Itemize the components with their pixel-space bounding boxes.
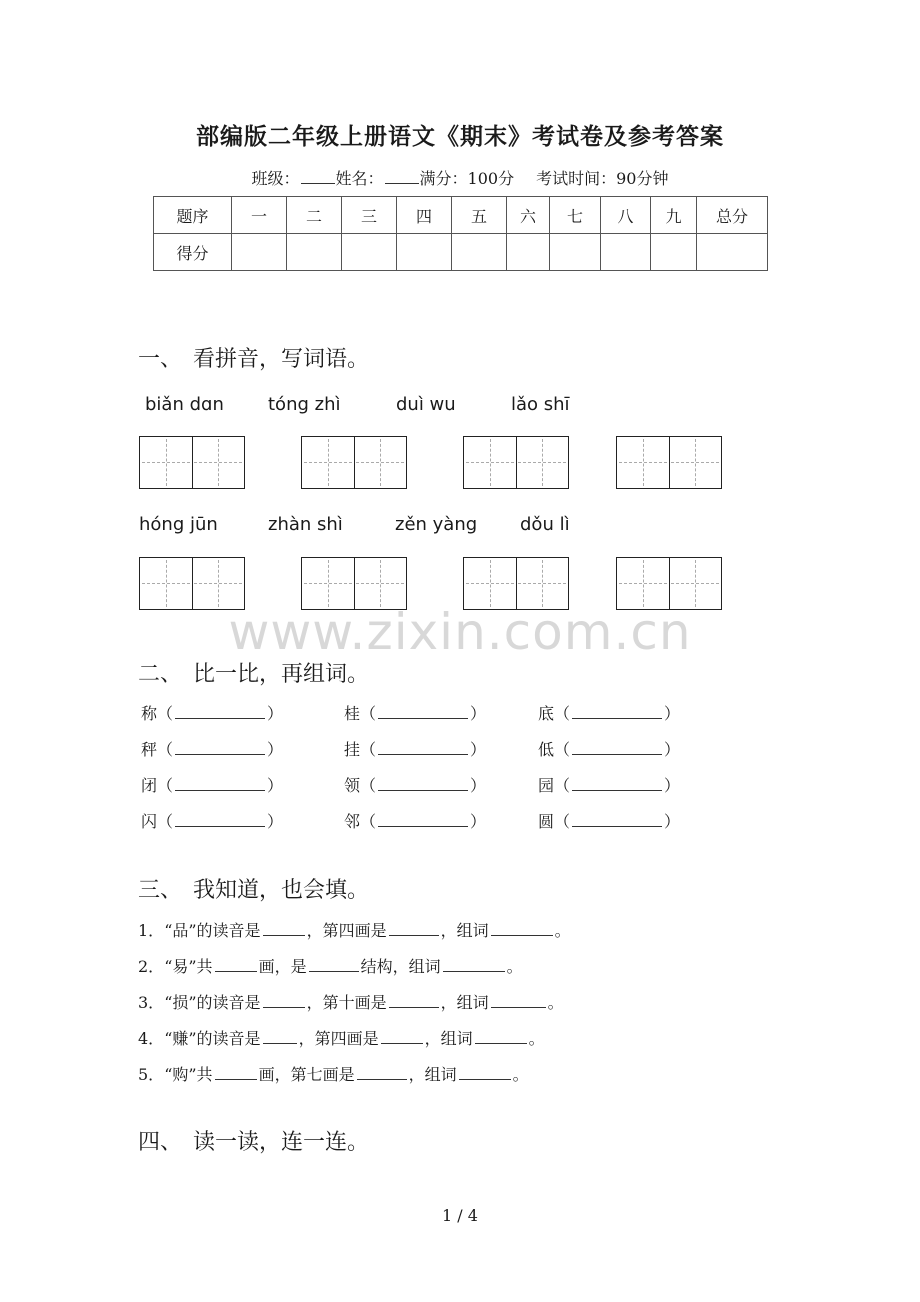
answer-blank[interactable]	[357, 1065, 407, 1080]
compare-char: 秤	[141, 740, 158, 759]
question-text: 结构，组词	[360, 957, 441, 976]
header-cell: 七	[550, 197, 601, 234]
question-1	[138, 918, 571, 941]
question-text: “购”共	[164, 1065, 213, 1084]
question-text: ，组词	[424, 1029, 473, 1048]
question-text: “品”的读音是	[164, 921, 261, 940]
question-2	[138, 954, 523, 977]
section2-heading: 二、 比一比，再组词。	[138, 662, 370, 687]
paren: ）	[267, 704, 284, 723]
paren: ）	[267, 776, 284, 795]
compare-item	[344, 737, 486, 760]
paren: （	[554, 776, 571, 795]
score-cell[interactable]	[697, 234, 768, 271]
paren: （	[360, 776, 377, 795]
score-table-row	[154, 234, 768, 271]
class-blank[interactable]	[301, 169, 335, 184]
answer-blank[interactable]	[572, 704, 662, 719]
compare-item	[344, 701, 486, 724]
answer-blank[interactable]	[215, 957, 257, 972]
question-text: ，第四画是	[306, 921, 387, 940]
compare-char: 领	[344, 776, 361, 795]
paren: ）	[470, 812, 487, 831]
paren: （	[554, 704, 571, 723]
full-score: 满分：100分	[419, 169, 515, 188]
compare-item	[141, 737, 283, 760]
section1-heading: 一、 看拼音，写词语。	[138, 347, 370, 372]
question-text: “损”的读音是	[164, 993, 261, 1012]
question-5	[138, 1062, 529, 1085]
answer-blank[interactable]	[263, 993, 305, 1008]
header-cell: 一	[232, 197, 287, 234]
watermark: www.zixin.com.cn	[228, 603, 692, 661]
question-number: 3．	[138, 993, 165, 1012]
row-label: 得分	[154, 234, 232, 271]
question-4	[138, 1026, 545, 1049]
compare-item	[538, 773, 680, 796]
paren: ）	[664, 740, 681, 759]
question-text: 。	[554, 921, 571, 940]
compare-char: 挂	[344, 740, 361, 759]
compare-char: 称	[141, 704, 158, 723]
pinyin-label: dǒu lì	[520, 514, 570, 535]
writing-grid[interactable]	[463, 436, 569, 489]
score-cell[interactable]	[397, 234, 452, 271]
question-number: 1．	[138, 921, 165, 940]
page-title: 部编版二年级上册语文《期末》考试卷及参考答案	[196, 123, 724, 150]
section3-heading: 三、 我知道，也会填。	[138, 878, 370, 903]
class-label: 班级：	[251, 169, 300, 188]
paren: ）	[664, 812, 681, 831]
compare-char: 桂	[344, 704, 361, 723]
answer-blank[interactable]	[378, 740, 468, 755]
score-cell[interactable]	[651, 234, 697, 271]
compare-char: 底	[538, 704, 555, 723]
compare-char: 圆	[538, 812, 555, 831]
compare-item	[141, 809, 283, 832]
compare-item	[141, 773, 283, 796]
answer-blank[interactable]	[309, 957, 359, 972]
paren: ）	[267, 740, 284, 759]
header-cell: 二	[287, 197, 342, 234]
compare-item	[141, 701, 283, 724]
writing-grid[interactable]	[139, 436, 245, 489]
paren: （	[157, 776, 174, 795]
header-cell: 三	[342, 197, 397, 234]
pinyin-label: biǎn dɑn	[145, 394, 224, 415]
question-number: 4．	[138, 1029, 165, 1048]
question-text: 。	[528, 1029, 545, 1048]
question-text: 。	[547, 993, 564, 1012]
paren: ）	[470, 704, 487, 723]
paren: （	[157, 704, 174, 723]
exam-info	[0, 166, 920, 189]
writing-grid[interactable]	[616, 436, 722, 489]
score-cell[interactable]	[507, 234, 550, 271]
compare-item	[538, 701, 680, 724]
header-cell: 四	[397, 197, 452, 234]
question-text: 。	[512, 1065, 529, 1084]
question-text: ，组词	[408, 1065, 457, 1084]
section4-heading: 四、 读一读，连一连。	[138, 1130, 370, 1155]
answer-blank[interactable]	[381, 1029, 423, 1044]
writing-grid[interactable]	[301, 436, 407, 489]
answer-blank[interactable]	[389, 921, 439, 936]
answer-blank[interactable]	[175, 740, 265, 755]
question-text: ，第十画是	[306, 993, 387, 1012]
exam-time: 考试时间：90分钟	[536, 169, 669, 188]
score-table	[153, 196, 768, 271]
question-number: 2．	[138, 957, 165, 976]
score-table-header	[154, 197, 768, 234]
score-cell[interactable]	[601, 234, 651, 271]
answer-blank[interactable]	[443, 957, 505, 972]
question-text: 。	[506, 957, 523, 976]
answer-blank[interactable]	[459, 1065, 511, 1080]
paren: （	[360, 812, 377, 831]
compare-char: 闪	[141, 812, 158, 831]
score-cell[interactable]	[342, 234, 397, 271]
answer-blank[interactable]	[175, 776, 265, 791]
answer-blank[interactable]	[491, 921, 553, 936]
answer-blank[interactable]	[389, 993, 439, 1008]
question-number: 5．	[138, 1065, 165, 1084]
header-cell: 五	[452, 197, 507, 234]
compare-item	[538, 809, 680, 832]
answer-blank[interactable]	[378, 776, 468, 791]
header-cell: 六	[507, 197, 550, 234]
score-cell[interactable]	[550, 234, 601, 271]
paren: ）	[470, 776, 487, 795]
answer-blank[interactable]	[475, 1029, 527, 1044]
page-number: 1 / 4	[442, 1206, 478, 1225]
answer-blank[interactable]	[175, 812, 265, 827]
pinyin-label: tóng zhì	[268, 394, 341, 415]
name-label: 姓名：	[335, 169, 384, 188]
paren: （	[554, 812, 571, 831]
answer-blank[interactable]	[215, 1065, 257, 1080]
pinyin-label: zěn yàng	[395, 514, 478, 535]
name-blank[interactable]	[385, 169, 419, 184]
question-text: 画，是	[258, 957, 307, 976]
paren: （	[157, 740, 174, 759]
pinyin-label: lǎo shī	[511, 394, 570, 415]
answer-blank[interactable]	[263, 1029, 297, 1044]
paren: ）	[664, 776, 681, 795]
question-text: ，第四画是	[298, 1029, 379, 1048]
answer-blank[interactable]	[572, 812, 662, 827]
paren: （	[360, 704, 377, 723]
compare-char: 低	[538, 740, 555, 759]
pinyin-label: duì wu	[396, 394, 456, 415]
answer-blank[interactable]	[572, 740, 662, 755]
score-cell[interactable]	[287, 234, 342, 271]
score-cell[interactable]	[452, 234, 507, 271]
question-text: ，组词	[440, 993, 489, 1012]
header-cell: 八	[601, 197, 651, 234]
header-cell: 题序	[154, 197, 232, 234]
question-text: 画，第七画是	[258, 1065, 355, 1084]
compare-item	[344, 809, 486, 832]
score-cell[interactable]	[232, 234, 287, 271]
paren: ）	[664, 704, 681, 723]
paren: （	[360, 740, 377, 759]
header-cell: 九	[651, 197, 697, 234]
answer-blank[interactable]	[263, 921, 305, 936]
compare-item	[344, 773, 486, 796]
paren: （	[157, 812, 174, 831]
question-text: “赚”的读音是	[164, 1029, 261, 1048]
pinyin-label: hóng jūn	[139, 514, 218, 535]
answer-blank[interactable]	[572, 776, 662, 791]
compare-char: 邻	[344, 812, 361, 831]
answer-blank[interactable]	[378, 812, 468, 827]
answer-blank[interactable]	[491, 993, 546, 1008]
answer-blank[interactable]	[378, 704, 468, 719]
compare-char: 闭	[141, 776, 158, 795]
compare-item	[538, 737, 680, 760]
compare-char: 园	[538, 776, 555, 795]
answer-blank[interactable]	[175, 704, 265, 719]
paren: ）	[267, 812, 284, 831]
paren: ）	[470, 740, 487, 759]
header-cell: 总分	[697, 197, 768, 234]
paren: （	[554, 740, 571, 759]
question-text: “易”共	[164, 957, 213, 976]
pinyin-label: zhàn shì	[268, 514, 343, 535]
question-text: ，组词	[440, 921, 489, 940]
question-3	[138, 990, 564, 1013]
